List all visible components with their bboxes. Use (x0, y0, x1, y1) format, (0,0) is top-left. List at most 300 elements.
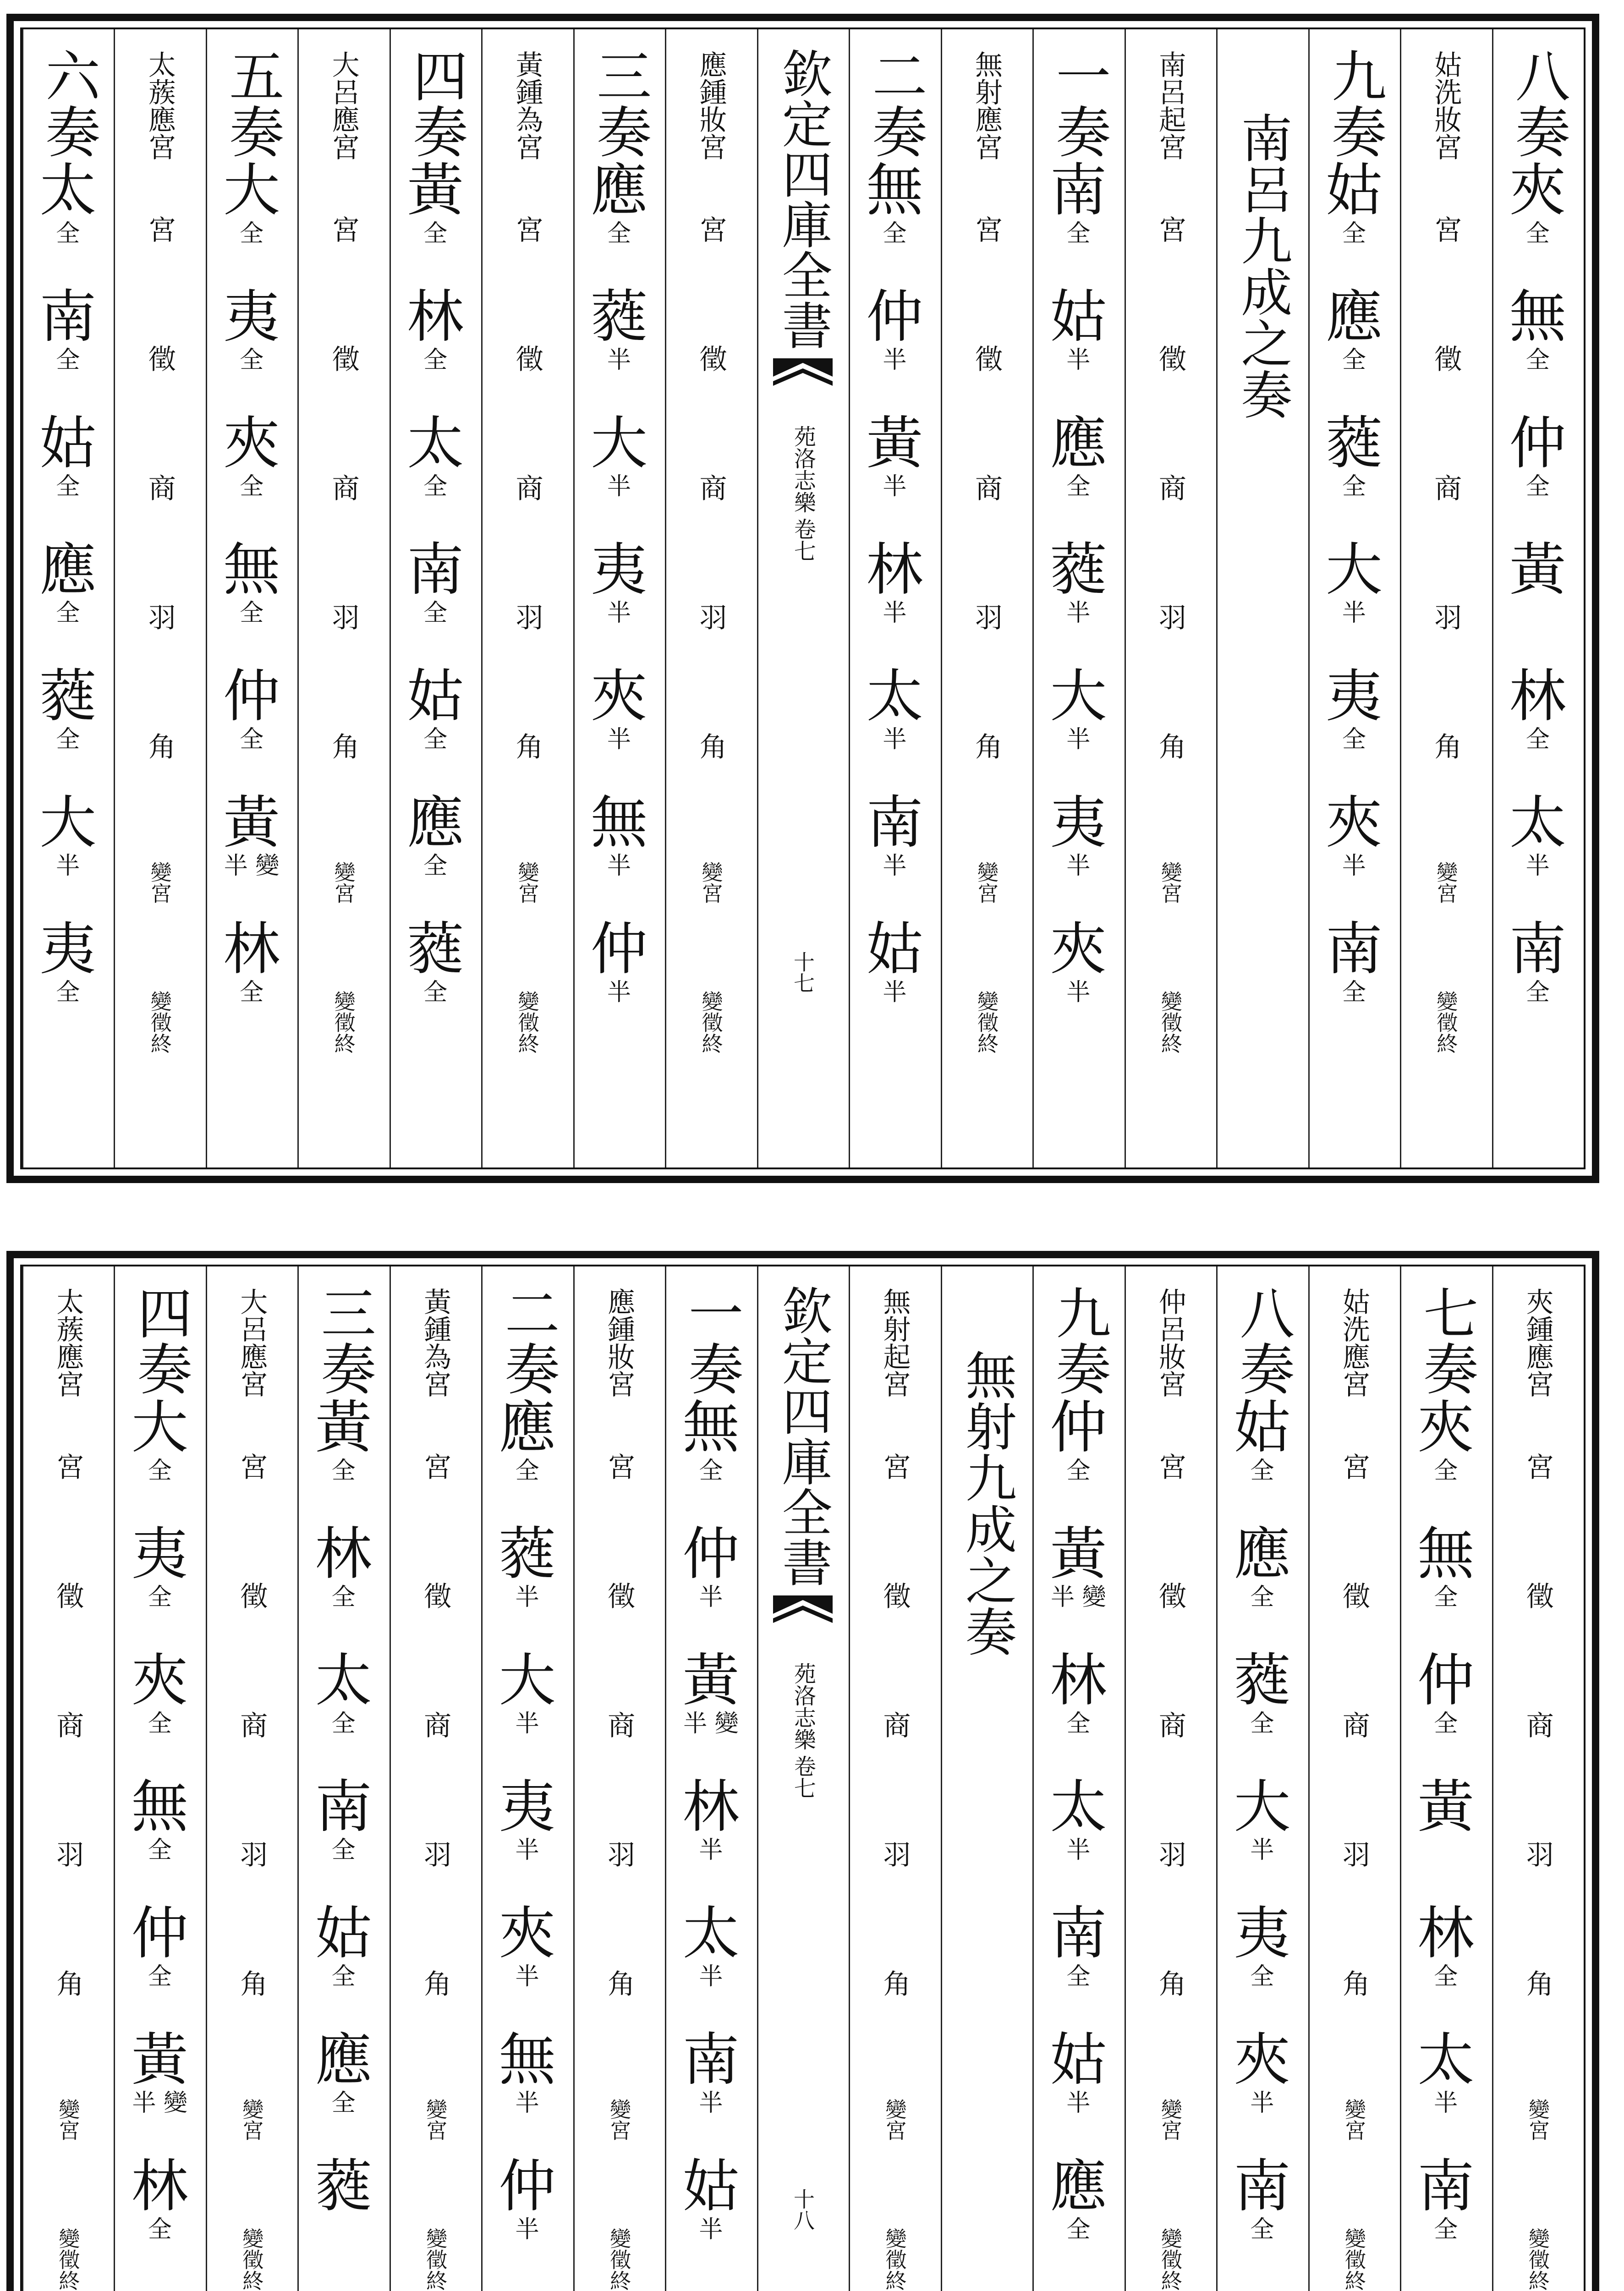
mode-column (849, 1266, 940, 2291)
degree-label: 變宮 (423, 2099, 448, 2141)
degree-label: 角 (695, 732, 727, 760)
degree-label: 羽 (1430, 603, 1462, 630)
note-mark: 半 (607, 979, 631, 1006)
mode-column (206, 1266, 297, 2291)
note-cell (39, 158, 97, 286)
mode-column (1400, 29, 1492, 1167)
note-mark: 全 (148, 1963, 172, 1990)
note-char: 大 (1234, 1774, 1291, 1840)
note-cell (591, 537, 648, 665)
note-char: 林 (1050, 1648, 1107, 1714)
note-char: 黃 (1509, 537, 1566, 603)
note-char: 黃 (315, 1395, 372, 1461)
note-mark: 半 (699, 1963, 723, 1990)
note-mark: 全 (56, 220, 80, 247)
degree-label: 羽 (603, 1840, 636, 1868)
note-mark: 全 (1434, 2216, 1458, 2243)
degree-label: 宮 (1430, 215, 1462, 243)
note-mark: 全 (883, 220, 907, 247)
degree-label: 變徵終 (1433, 991, 1459, 1054)
note-char: 應 (591, 158, 648, 224)
note-cell (223, 537, 280, 665)
column-rule (206, 1266, 207, 2291)
note-char: 無 (223, 537, 280, 603)
degree-label: 變宮 (515, 861, 540, 904)
note-char: 黃 (866, 411, 923, 477)
row-label: 一奏 (679, 1285, 743, 1397)
degree-label: 角 (1154, 732, 1186, 760)
note-cell (1509, 158, 1566, 286)
degree-label: 角 (52, 1969, 84, 1997)
note-mark: 半 (883, 599, 907, 627)
degree-label: 徵 (143, 345, 176, 372)
degree-label: 宮 (236, 1452, 268, 1480)
degree-label: 宮 (511, 215, 543, 243)
column-rule (849, 1266, 850, 2291)
page-top (6, 14, 1599, 1183)
degree-label: 徵 (236, 1582, 268, 1609)
column-rule (1216, 1266, 1218, 2291)
mode-column (390, 1266, 481, 2291)
note-char: 應 (39, 537, 97, 603)
note-char: 林 (682, 1774, 740, 1840)
row-label: 二奏 (495, 1285, 560, 1397)
note-cell (131, 1901, 188, 2029)
note-cell (407, 790, 464, 918)
degree-label: 徵 (878, 1582, 911, 1609)
note-mark: 全 (1250, 1584, 1274, 1611)
degree-label: 角 (1154, 1969, 1186, 1997)
note-mark: 半 (883, 473, 907, 500)
note-mark: 全 (423, 852, 448, 880)
degree-label: 變宮 (1341, 2099, 1366, 2141)
note-cell (1417, 1774, 1475, 1902)
note-char: 應 (1050, 2154, 1107, 2220)
column-rule (665, 29, 666, 1167)
degree-label: 變宮 (882, 2099, 907, 2141)
note-cell (1509, 284, 1566, 412)
note-mark: 半 (1066, 2089, 1091, 2117)
note-cell (499, 2027, 556, 2155)
note-char: 林 (1417, 1901, 1475, 1967)
note-char: 大 (499, 1648, 556, 1714)
note-char: 應 (315, 2027, 372, 2093)
degree-label: 變徵終 (239, 2228, 264, 2291)
degree-label: 變宮 (1158, 861, 1183, 904)
note-char: 南 (1417, 2154, 1475, 2220)
note-char: 夾 (1417, 1395, 1475, 1461)
degree-label: 變徵終 (882, 2228, 907, 2291)
note-mark: 全 (1066, 1963, 1091, 1990)
note-mark: 全 (1434, 1457, 1458, 1485)
note-mark: 全 (1525, 979, 1550, 1006)
note-mark: 全 (331, 1584, 356, 1611)
degree-label: 變徵終 (607, 2228, 632, 2291)
note-char: 夷 (1325, 663, 1383, 729)
book-title: 欽定四庫全書 (774, 48, 833, 350)
degree-label: 角 (143, 732, 176, 760)
column-rule (941, 29, 942, 1167)
degree-label: 變宮 (55, 2099, 81, 2141)
note-mark: 半 (699, 2089, 723, 2117)
note-mark: 全 (56, 599, 80, 627)
note-mark: 全 (1250, 1457, 1274, 1485)
column-rule (114, 29, 115, 1167)
note-cell (1050, 284, 1107, 412)
column-rule (1125, 29, 1126, 1167)
degree-label: 宮 (419, 1452, 452, 1480)
note-mark: 半 (607, 473, 631, 500)
note-mark: 全 (240, 346, 264, 374)
row-label: 一奏 (1047, 48, 1111, 159)
note-char: 林 (866, 537, 923, 603)
note-cell (1509, 537, 1566, 665)
degree-label: 商 (143, 474, 176, 501)
note-char: 大 (39, 790, 97, 856)
note-mark: 全 (56, 473, 80, 500)
column-rule (1492, 29, 1493, 1167)
note-char: 夾 (223, 411, 280, 477)
column-rule (573, 29, 575, 1167)
degree-label: 商 (1430, 474, 1462, 501)
degree-label: 商 (236, 1711, 268, 1738)
row-column (114, 1266, 205, 2291)
note-cell (315, 1774, 372, 1902)
degree-label: 角 (327, 732, 360, 760)
note-char: 應 (407, 790, 464, 856)
degree-label: 角 (1521, 1969, 1554, 1997)
note-cell (407, 537, 464, 665)
mode-label: 姑洗應宮 (1338, 1288, 1370, 1398)
mode-column (941, 29, 1032, 1167)
fish-tail-mark-icon (773, 358, 833, 409)
column-rule (1216, 29, 1218, 1167)
degree-label: 徵 (1430, 345, 1462, 372)
note-char: 蕤 (315, 2154, 372, 2220)
note-char: 太 (1509, 790, 1566, 856)
note-mark: 半 (1066, 852, 1091, 880)
fish-tail-mark-icon (773, 1595, 833, 1646)
degree-label: 羽 (419, 1840, 452, 1868)
note-cell (315, 1901, 372, 2029)
note-mark: 全 (240, 220, 264, 247)
note-cell (223, 663, 280, 792)
column-rule (481, 1266, 483, 2291)
note-char: 無 (131, 1774, 188, 1840)
degree-label: 羽 (52, 1840, 84, 1868)
note-mark: 半 (515, 1584, 539, 1611)
note-char: 林 (407, 284, 464, 350)
column-rule (1308, 1266, 1310, 2291)
degree-label: 角 (236, 1969, 268, 1997)
note-mark: 全 (148, 1836, 172, 1864)
note-char: 太 (1050, 1774, 1107, 1840)
degree-label: 宮 (695, 215, 727, 243)
note-mark: 半 變 (132, 2089, 187, 2117)
mode-label: 黃鍾為宮 (511, 50, 543, 160)
note-char: 夾 (1509, 158, 1566, 224)
note-mark: 半 (515, 1963, 539, 1990)
note-cell (499, 1395, 556, 1523)
note-mark: 全 (1250, 1963, 1274, 1990)
degree-label: 角 (1338, 1969, 1370, 1997)
note-cell (866, 537, 923, 665)
note-mark: 半 (607, 599, 631, 627)
degree-label: 角 (1430, 732, 1462, 760)
note-char: 蕤 (591, 284, 648, 350)
note-cell (682, 2154, 740, 2282)
degree-label: 羽 (1521, 1840, 1554, 1868)
row-label: 五奏 (220, 48, 284, 159)
degree-label: 宮 (1154, 1452, 1186, 1480)
note-char: 蕤 (1050, 537, 1107, 603)
mode-column (573, 1266, 665, 2291)
degree-label: 角 (970, 732, 1003, 760)
note-char: 夷 (591, 537, 648, 603)
degree-label: 宮 (603, 1452, 636, 1480)
degree-label: 徵 (419, 1582, 452, 1609)
note-char: 南 (315, 1774, 372, 1840)
note-char: 夾 (1050, 916, 1107, 982)
degree-label: 羽 (695, 603, 727, 630)
mode-column (1125, 29, 1216, 1167)
degree-label: 變徵終 (515, 991, 540, 1054)
degree-label: 宮 (1521, 1452, 1554, 1480)
column-rule (1308, 29, 1310, 1167)
note-cell (591, 284, 648, 412)
note-cell (39, 284, 97, 412)
note-cell (39, 537, 97, 665)
column-rule (665, 1266, 666, 2291)
note-char: 無 (682, 1395, 740, 1461)
note-cell (407, 663, 464, 792)
degree-label: 商 (52, 1711, 84, 1738)
note-char: 姑 (315, 1901, 372, 1967)
column-rule (1125, 1266, 1126, 2291)
row-label: 九奏 (1047, 1285, 1111, 1397)
row-column (297, 1266, 389, 2291)
degree-label: 商 (419, 1711, 452, 1738)
leaf-number: 十七 (790, 951, 816, 993)
note-mark: 半 (1250, 1836, 1274, 1864)
note-char: 無 (591, 790, 648, 856)
note-char: 夾 (1325, 790, 1383, 856)
note-char: 姑 (682, 2154, 740, 2220)
degree-label: 徵 (1154, 1582, 1186, 1609)
row-label: 八奏 (1230, 1285, 1295, 1397)
note-cell (591, 411, 648, 539)
note-cell (1325, 284, 1383, 412)
note-cell (866, 916, 923, 1045)
note-char: 無 (499, 2027, 556, 2093)
mode-column (297, 29, 389, 1167)
degree-label: 商 (1338, 1711, 1370, 1738)
note-mark: 半 (1066, 979, 1091, 1006)
note-cell (1509, 790, 1566, 918)
note-char: 應 (1234, 1521, 1291, 1587)
note-cell (223, 790, 280, 918)
note-char: 夷 (1050, 790, 1107, 856)
note-cell (1234, 1774, 1291, 1902)
degree-label: 變宮 (147, 861, 172, 904)
note-mark: 半 變 (683, 1710, 739, 1737)
degree-label: 變宮 (974, 861, 999, 904)
book-name: 苑洛志樂 (790, 1662, 816, 1750)
note-mark: 半 (883, 346, 907, 374)
degree-label: 角 (419, 1969, 452, 1997)
column-rule (757, 29, 758, 1167)
note-cell (1050, 1395, 1107, 1523)
note-mark: 全 (1434, 1584, 1458, 1611)
page-bottom (6, 1251, 1599, 2291)
degree-label: 變宮 (1158, 2099, 1183, 2141)
degree-label: 變宮 (239, 2099, 264, 2141)
note-mark: 全 (1342, 346, 1366, 374)
note-mark: 全 (240, 979, 264, 1006)
degree-label: 變徵終 (1158, 2228, 1183, 2291)
note-char: 黃 (1050, 1521, 1107, 1587)
note-mark: 全 (240, 599, 264, 627)
note-cell (682, 1901, 740, 2029)
note-mark: 半 (699, 2216, 723, 2243)
mode-label: 大呂應宮 (327, 50, 360, 160)
degree-label: 變徵終 (698, 991, 724, 1054)
degree-label: 宮 (1338, 1452, 1370, 1480)
column-rule (22, 1266, 23, 2291)
leaf-number: 十八 (790, 2188, 816, 2231)
degree-label: 徵 (511, 345, 543, 372)
note-cell (682, 2027, 740, 2155)
degree-label: 角 (878, 1969, 911, 1997)
note-char: 蕤 (39, 663, 97, 729)
degree-label: 羽 (970, 603, 1003, 630)
note-mark: 半 (1066, 599, 1091, 627)
note-cell (1325, 916, 1383, 1045)
note-char: 南 (1050, 1901, 1107, 1967)
degree-label: 宮 (52, 1452, 84, 1480)
mode-column (481, 29, 573, 1167)
note-char: 蕤 (1234, 1648, 1291, 1714)
note-char: 黃 (223, 790, 280, 856)
note-cell (1234, 1648, 1291, 1776)
note-char: 南 (1509, 916, 1566, 982)
note-char: 黃 (682, 1648, 740, 1714)
note-cell (407, 158, 464, 286)
note-cell (1050, 663, 1107, 792)
note-cell (1050, 1901, 1107, 2029)
note-mark: 全 (423, 346, 448, 374)
column-rule (573, 1266, 575, 2291)
note-mark: 半 (1066, 346, 1091, 374)
degree-label: 徵 (970, 345, 1003, 372)
degree-label: 羽 (878, 1840, 911, 1868)
note-cell (1050, 1774, 1107, 1902)
note-mark: 全 (56, 346, 80, 374)
degree-label: 變徵終 (423, 2228, 448, 2291)
note-mark: 全 (1066, 473, 1091, 500)
note-mark: 全 (515, 1457, 539, 1485)
note-mark: 全 (331, 1457, 356, 1485)
note-mark: 半 (699, 1584, 723, 1611)
mode-column (1308, 1266, 1400, 2291)
book-name: 苑洛志樂 (790, 425, 816, 513)
note-char: 大 (591, 411, 648, 477)
note-cell (499, 2154, 556, 2282)
note-cell (1417, 1521, 1475, 1650)
note-char: 夾 (591, 663, 648, 729)
note-mark: 全 (331, 1710, 356, 1737)
row-column (665, 1266, 757, 2291)
note-char: 大 (131, 1395, 188, 1461)
note-char: 夾 (499, 1901, 556, 1967)
note-char: 蕤 (407, 916, 464, 982)
degree-label: 商 (1521, 1711, 1554, 1738)
mode-column (1125, 1266, 1216, 2291)
note-mark: 全 (148, 1584, 172, 1611)
note-cell (1234, 2027, 1291, 2155)
note-mark: 半 (515, 2089, 539, 2117)
note-cell (866, 284, 923, 412)
degree-label: 商 (695, 474, 727, 501)
page-top-columns (22, 29, 1584, 1167)
note-char: 太 (682, 1901, 740, 1967)
note-mark: 半 (883, 979, 907, 1006)
note-cell (131, 1521, 188, 1650)
note-mark: 半 (515, 2216, 539, 2243)
note-char: 太 (39, 158, 97, 224)
row-column (1032, 29, 1124, 1167)
degree-label: 徵 (695, 345, 727, 372)
note-char: 夾 (131, 1648, 188, 1714)
note-char: 大 (1050, 663, 1107, 729)
row-label: 三奏 (587, 48, 652, 159)
note-mark: 全 (148, 2216, 172, 2243)
mode-label: 無射應宮 (970, 50, 1003, 160)
note-char: 南 (407, 537, 464, 603)
note-cell (866, 158, 923, 286)
note-mark: 半 (1342, 852, 1366, 880)
note-mark: 全 (423, 220, 448, 247)
note-cell (315, 1521, 372, 1650)
column-rule (390, 1266, 391, 2291)
degree-label: 羽 (1338, 1840, 1370, 1868)
mode-column (1492, 1266, 1584, 2291)
degree-label: 變宮 (698, 861, 724, 904)
note-char: 姑 (407, 663, 464, 729)
degree-label: 商 (1154, 474, 1186, 501)
row-label: 八奏 (1506, 48, 1570, 159)
note-char: 無 (866, 158, 923, 224)
note-char: 姑 (1050, 284, 1107, 350)
note-cell (1050, 1521, 1107, 1650)
note-cell (223, 916, 280, 1045)
degree-label: 徵 (1338, 1582, 1370, 1609)
note-mark: 全 (1525, 346, 1550, 374)
row-label: 六奏 (36, 48, 100, 159)
column-rule (757, 1266, 758, 2291)
note-cell (1234, 1521, 1291, 1650)
note-mark: 全 (423, 473, 448, 500)
note-mark: 全 (1250, 2216, 1274, 2243)
row-label: 九奏 (1322, 48, 1386, 159)
degree-label: 變宮 (607, 2099, 632, 2141)
note-char: 大 (1325, 537, 1383, 603)
note-char: 蕤 (499, 1521, 556, 1587)
note-mark: 全 (331, 1963, 356, 1990)
note-cell (1417, 1648, 1475, 1776)
note-char: 蕤 (1325, 411, 1383, 477)
note-mark: 全 (1342, 473, 1366, 500)
